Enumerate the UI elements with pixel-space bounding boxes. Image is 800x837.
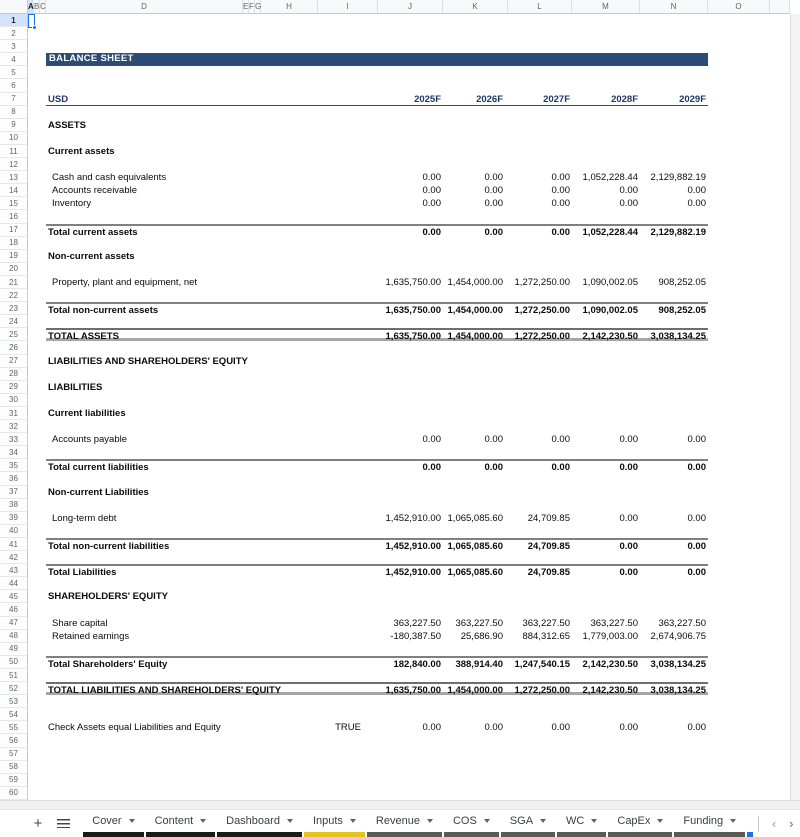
value-cell[interactable]: 1,635,750.00 [385,277,441,288]
row-header-57[interactable]: 57 [0,748,27,761]
row-label[interactable]: Cash and cash equivalents [52,172,167,184]
column-headers [28,0,790,14]
row-label[interactable]: Total non-current liabilities [48,541,170,552]
sheet-row-45 [46,590,708,603]
tab-color-bar [83,832,143,837]
sheet-canvas[interactable] [28,14,790,800]
row-label[interactable]: Total Shareholders' Equity [48,658,168,670]
value-cell[interactable]: 0.00 [422,434,441,446]
row-header-6[interactable]: 6 [0,80,27,93]
row-header-14[interactable]: 14 [0,184,27,197]
row-header-19[interactable]: 19 [0,250,27,263]
tab-label: Inputs [312,815,343,827]
row-header-34[interactable]: 34 [0,446,27,459]
partial-next-tab[interactable] [747,832,753,837]
row-header-45[interactable]: 45 [0,590,27,603]
sheet-row-39 [46,512,708,525]
sheet-tab-funding[interactable] [674,810,745,837]
tab-color-bar [304,832,365,837]
row-header-18[interactable]: 18 [0,237,27,250]
value-cell[interactable]: 2,142,230.50 [582,685,638,697]
value-cell[interactable]: 1,452,910.00 [385,512,441,524]
column-header-L[interactable]: L [508,0,572,13]
tab-dropdown-arrow-icon[interactable] [200,819,206,823]
row-header-21[interactable]: 21 [0,276,27,289]
value-cell[interactable]: 1,452,910.00 [385,541,441,552]
value-cell[interactable]: 0.00 [619,434,638,446]
tab-label: Content [154,815,194,827]
tab-label: CapEx [617,815,651,827]
column-header-partial[interactable] [770,0,790,13]
sheet-row-29 [46,381,708,394]
active-cell-selection[interactable] [28,14,35,28]
row-label[interactable]: Inventory [52,198,92,210]
sheet-tab-revenue[interactable] [367,810,442,837]
value-cell[interactable]: 1,090,002.05 [582,305,638,317]
sheet-row-21 [46,276,708,289]
value-cell[interactable]: 0.00 [484,722,503,734]
value-cell[interactable]: 3,038,134.25 [650,658,706,670]
all-sheets-menu-button[interactable] [56,814,70,834]
tab-dropdown-arrow-icon[interactable] [657,819,663,823]
value-cell[interactable]: 0.00 [422,462,441,474]
column-header-O[interactable]: O [708,0,770,13]
row-header-1[interactable]: 1 [0,14,27,27]
column-header-F[interactable]: F [249,2,254,11]
row-header-59[interactable]: 59 [0,774,27,787]
sheet-tab-sga[interactable] [501,810,555,837]
sheet-row-14 [46,184,708,197]
row-label[interactable]: Total non-current assets [48,305,159,317]
row-header-33[interactable]: 33 [0,433,27,446]
row-header-48[interactable]: 48 [0,630,27,643]
tab-dropdown-arrow-icon[interactable] [540,819,546,823]
sheet-row-4 [46,53,708,66]
row-label[interactable]: Non-current Liabilities [48,486,149,498]
value-cell[interactable]: 0.00 [619,185,638,197]
column-header-J[interactable]: J [378,0,443,13]
column-header-I[interactable]: I [318,0,378,13]
value-cell[interactable]: 0.00 [619,512,638,524]
value-cell[interactable]: 0.00 [619,198,638,210]
value-cell[interactable]: 363,227.50 [455,617,503,629]
row-header-44[interactable]: 44 [0,577,27,590]
tab-color-bar [501,832,555,837]
sheet-tab-dashboard[interactable] [217,810,302,837]
sheet-row-19 [46,250,708,263]
value-cell[interactable]: 2025F [414,93,441,105]
sheet-tab-bar [0,810,800,837]
value-cell[interactable]: 1,454,000.00 [447,685,503,697]
tab-color-bar [146,832,216,837]
value-cell[interactable]: 25,686.90 [460,630,503,642]
row-header-28[interactable]: 28 [0,368,27,381]
scroll-tabs-right-button[interactable]: › [783,814,800,834]
row-header-39[interactable]: 39 [0,512,27,525]
tab-color-bar [674,832,745,837]
value-cell[interactable]: 0.00 [619,567,638,579]
row-label[interactable]: Non-current assets [48,250,135,262]
row-header-52[interactable]: 52 [0,682,27,695]
row-header-49[interactable]: 49 [0,643,27,656]
row-label[interactable]: Property, plant and equipment, net [52,277,198,288]
row-header-20[interactable]: 20 [0,263,27,276]
row-header-51[interactable]: 51 [0,669,27,682]
value-cell[interactable]: 0.00 [687,722,706,734]
row-header-54[interactable]: 54 [0,708,27,721]
value-cell[interactable]: 1,052,228.44 [582,226,638,238]
value-cell[interactable]: 1,635,750.00 [385,685,441,697]
add-sheet-button[interactable]: + [31,814,45,834]
value-cell[interactable]: 0.00 [484,226,503,238]
row-header-11[interactable]: 11 [0,145,27,158]
sheet-row-25 [46,328,708,341]
value-cell[interactable]: 0.00 [687,512,706,524]
select-all-corner[interactable] [0,0,28,14]
row-header-17[interactable]: 17 [0,224,27,237]
sheet-tab-wc[interactable] [557,810,606,837]
value-cell[interactable]: 1,635,750.00 [385,331,441,343]
tab-label: COS [452,815,477,827]
value-cell[interactable]: 0.00 [619,462,638,474]
value-cell[interactable]: 388,914.40 [455,658,503,670]
value-cell[interactable]: 363,227.50 [393,617,441,629]
sheet-row-50 [46,656,708,669]
value-cell[interactable]: 0.00 [422,226,441,238]
row-header-5[interactable]: 5 [0,66,27,79]
tab-dropdown-arrow-icon[interactable] [730,819,736,823]
tab-color-bar [217,832,302,837]
value-cell[interactable]: 0.00 [619,541,638,552]
row-header-3[interactable]: 3 [0,40,27,53]
row-header-30[interactable]: 30 [0,394,27,407]
row-header-36[interactable]: 36 [0,473,27,486]
value-cell[interactable]: 0.00 [422,185,441,197]
row-header-26[interactable]: 26 [0,342,27,355]
row-label[interactable]: Accounts receivable [52,185,138,197]
row-header-8[interactable]: 8 [0,106,27,119]
sheet-row-33 [46,433,708,446]
row-header-12[interactable]: 12 [0,158,27,171]
value-cell[interactable]: 0.00 [484,462,503,474]
column-header-D[interactable]: D [46,0,243,13]
tab-label: Dashboard [226,815,280,827]
column-header-G[interactable]: G [255,2,262,11]
value-cell[interactable]: 2027F [543,93,570,105]
value-cell[interactable]: -180,387.50 [390,630,441,642]
value-cell[interactable]: 0.00 [422,722,441,734]
value-cell[interactable]: 2,142,230.50 [582,658,638,670]
value-cell[interactable]: 363,227.50 [590,617,638,629]
value-cell[interactable]: 363,227.50 [658,617,706,629]
hamburger-icon [57,819,70,829]
row-label[interactable]: ASSETS [48,119,87,131]
value-cell[interactable]: 363,227.50 [522,617,570,629]
row-header-10[interactable]: 10 [0,132,27,145]
horizontal-scrollbar[interactable] [0,800,800,810]
value-cell[interactable]: 0.00 [422,198,441,210]
value-cell[interactable]: 1,052,228.44 [582,172,638,184]
row-label[interactable]: BALANCE SHEET [49,53,134,65]
tab-dropdown-arrow-icon[interactable] [427,819,433,823]
row-label[interactable]: Current liabilities [48,408,126,419]
row-header-7[interactable]: 7 [0,93,27,106]
row-header-4[interactable]: 4 [0,53,27,66]
value-cell[interactable]: 2,674,906.75 [650,630,706,642]
sheet-row-11 [46,145,708,158]
sheet-tab-cover[interactable] [83,810,143,837]
column-header-A[interactable]: A [28,2,34,11]
value-cell[interactable]: 1,272,250.00 [514,277,570,288]
row-header-29[interactable]: 29 [0,381,27,394]
sheet-row-15 [46,197,708,210]
row-header-24[interactable]: 24 [0,315,27,328]
value-cell[interactable]: 0.00 [484,172,503,184]
tab-label: Revenue [375,815,420,827]
row-header-50[interactable]: 50 [0,656,27,669]
value-cell[interactable]: 1,272,250.00 [514,305,570,317]
sheet-row-43 [46,564,708,577]
sheet-row-13 [46,171,708,184]
tab-label: SGA [509,815,534,827]
row-header-31[interactable]: 31 [0,407,27,420]
value-cell[interactable]: 0.00 [551,462,570,474]
value-cell[interactable]: 0.00 [484,185,503,197]
row-label[interactable]: Total current liabilities [48,462,149,474]
row-label[interactable]: Current assets [48,146,115,157]
tab-dropdown-arrow-icon[interactable] [591,819,597,823]
sheet-row-47 [46,617,708,630]
row-header-43[interactable]: 43 [0,564,27,577]
value-cell[interactable]: 0.00 [687,185,706,197]
row-header-35[interactable]: 35 [0,459,27,472]
sheet-row-41 [46,538,708,551]
row-header-37[interactable]: 37 [0,486,27,499]
value-cell[interactable]: 0.00 [687,462,706,474]
sheet-tab-content[interactable] [146,810,216,837]
value-cell[interactable]: 1,272,250.00 [514,331,570,343]
column-header-N[interactable]: N [640,0,708,13]
tabbar-divider [758,816,759,832]
row-label[interactable]: TOTAL LIABILITIES AND SHAREHOLDERS' EQUITY [48,685,282,697]
sheet-row-9 [46,119,708,132]
column-header-C[interactable]: C [40,2,46,11]
row-header-56[interactable]: 56 [0,735,27,748]
value-cell[interactable]: 0.00 [551,722,570,734]
value-cell[interactable]: 908,252.05 [658,305,706,317]
tab-label: WC [566,815,585,827]
value-cell[interactable]: 2,142,230.50 [582,331,638,343]
row-header-2[interactable]: 2 [0,27,27,40]
value-cell[interactable]: 0.00 [551,434,570,446]
value-cell[interactable]: 1,452,910.00 [385,567,441,579]
value-cell[interactable]: 24,709.85 [527,541,570,552]
column-header-B[interactable]: B [34,2,40,11]
row-label[interactable]: Retained earnings [52,630,130,642]
sheet-row-17 [46,224,708,237]
tab-label: Cover [92,815,122,827]
row-headers [0,14,28,800]
row-label[interactable]: Accounts payable [52,434,127,446]
sheet-tab-inputs[interactable] [304,810,365,837]
row-header-60[interactable]: 60 [0,787,27,800]
row-header-13[interactable]: 13 [0,171,27,184]
row-label[interactable]: USD [48,93,69,105]
value-cell[interactable]: 1,454,000.00 [447,305,503,317]
tab-color-bar [367,832,442,837]
row-label[interactable]: Long-term debt [52,512,117,524]
sheet-row-48 [46,630,708,643]
value-cell[interactable]: 3,038,134.25 [650,685,706,697]
value-cell[interactable]: 24,709.85 [527,512,570,524]
row-label[interactable]: LIABILITIES AND SHAREHOLDERS' EQUITY [48,355,248,367]
tab-color-bar [608,832,672,837]
column-header-E[interactable]: E [243,2,249,11]
row-header-27[interactable]: 27 [0,355,27,368]
row-header-46[interactable]: 46 [0,604,27,617]
row-header-16[interactable]: 16 [0,211,27,224]
row-header-22[interactable]: 22 [0,289,27,302]
value-cell[interactable]: 1,635,750.00 [385,305,441,317]
value-cell[interactable]: 1,454,000.00 [447,277,503,288]
row-label[interactable]: Check Assets equal Liabilities and Equity [48,722,221,734]
value-cell[interactable]: 182,840.00 [393,658,441,670]
tab-dropdown-arrow-icon[interactable] [484,819,490,823]
sheet-row-55 [46,721,708,734]
row-header-42[interactable]: 42 [0,551,27,564]
value-cell[interactable]: 0.00 [687,541,706,552]
column-header-H[interactable]: H [261,0,318,13]
value-cell[interactable]: 24,709.85 [527,567,570,579]
value-cell[interactable]: 0.00 [422,172,441,184]
value-cell[interactable]: 0.00 [619,722,638,734]
sheet-row-7 [46,93,708,106]
value-cell[interactable]: 2,129,882.19 [650,226,706,238]
row-header-38[interactable]: 38 [0,499,27,512]
sheet-row-37 [46,486,708,499]
row-header-25[interactable]: 25 [0,328,27,341]
value-cell[interactable]: 884,312.65 [522,630,570,642]
tab-dropdown-arrow-icon[interactable] [287,819,293,823]
row-header-53[interactable]: 53 [0,695,27,708]
row-header-47[interactable]: 47 [0,617,27,630]
row-header-58[interactable]: 58 [0,761,27,774]
value-cell[interactable]: 1,454,000.00 [447,331,503,343]
check-flag-cell[interactable]: TRUE [335,722,361,734]
tab-color-bar [557,832,606,837]
value-cell[interactable]: 1,272,250.00 [514,685,570,697]
row-label[interactable]: LIABILITIES [48,381,103,393]
vertical-scrollbar[interactable] [790,14,800,800]
tab-label: Funding [683,815,724,827]
row-header-15[interactable]: 15 [0,197,27,210]
tab-dropdown-arrow-icon[interactable] [129,819,135,823]
row-label[interactable]: SHAREHOLDERS' EQUITY [48,591,168,603]
row-header-40[interactable]: 40 [0,525,27,538]
value-cell[interactable]: 1,065,085.60 [447,541,503,552]
value-cell[interactable]: 0.00 [484,198,503,210]
value-cell[interactable]: 1,247,540.15 [514,658,570,670]
value-cell[interactable]: 2026F [476,93,503,105]
row-header-55[interactable]: 55 [0,721,27,734]
value-cell[interactable]: 0.00 [551,185,570,197]
value-cell[interactable]: 0.00 [484,434,503,446]
fill-handle[interactable] [32,25,37,30]
row-label[interactable]: Total Liabilities [48,567,117,579]
value-cell[interactable]: 0.00 [551,226,570,238]
row-header-32[interactable]: 32 [0,420,27,433]
sheet-row-52 [46,682,708,695]
value-cell[interactable]: 0.00 [687,567,706,579]
row-label[interactable]: Total current assets [48,226,138,238]
sheet-tab-cos[interactable] [444,810,499,837]
value-cell[interactable]: 1,065,085.60 [447,567,503,579]
sheet-row-27 [46,355,708,368]
tab-color-bar [444,832,499,837]
value-cell[interactable]: 2,129,882.19 [650,172,706,184]
sheet-tabs [83,810,747,837]
value-cell[interactable]: 0.00 [687,198,706,210]
value-cell[interactable]: 2028F [611,93,638,105]
column-header-K[interactable]: K [443,0,508,13]
row-label[interactable]: TOTAL ASSETS [48,331,119,343]
row-header-23[interactable]: 23 [0,302,27,315]
value-cell[interactable]: 3,038,134.25 [650,331,706,343]
column-header-M[interactable]: M [572,0,640,13]
value-cell[interactable]: 0.00 [551,198,570,210]
scroll-tabs-left-button[interactable]: ‹ [765,814,782,834]
row-header-9[interactable]: 9 [0,119,27,132]
value-cell[interactable]: 2029F [679,93,706,105]
row-header-41[interactable]: 41 [0,538,27,551]
sheet-row-31 [46,407,708,420]
value-cell[interactable]: 908,252.05 [658,277,706,288]
tab-dropdown-arrow-icon[interactable] [350,819,356,823]
sheet-row-23 [46,302,708,315]
row-label[interactable]: Share capital [52,617,108,629]
sheet-row-35 [46,459,708,472]
value-cell[interactable]: 1,065,085.60 [447,512,503,524]
value-cell[interactable]: 0.00 [687,434,706,446]
value-cell[interactable]: 0.00 [551,172,570,184]
sheet-tab-capex[interactable] [608,810,672,837]
value-cell[interactable]: 1,779,003.00 [582,630,638,642]
value-cell[interactable]: 1,090,002.05 [582,277,638,288]
